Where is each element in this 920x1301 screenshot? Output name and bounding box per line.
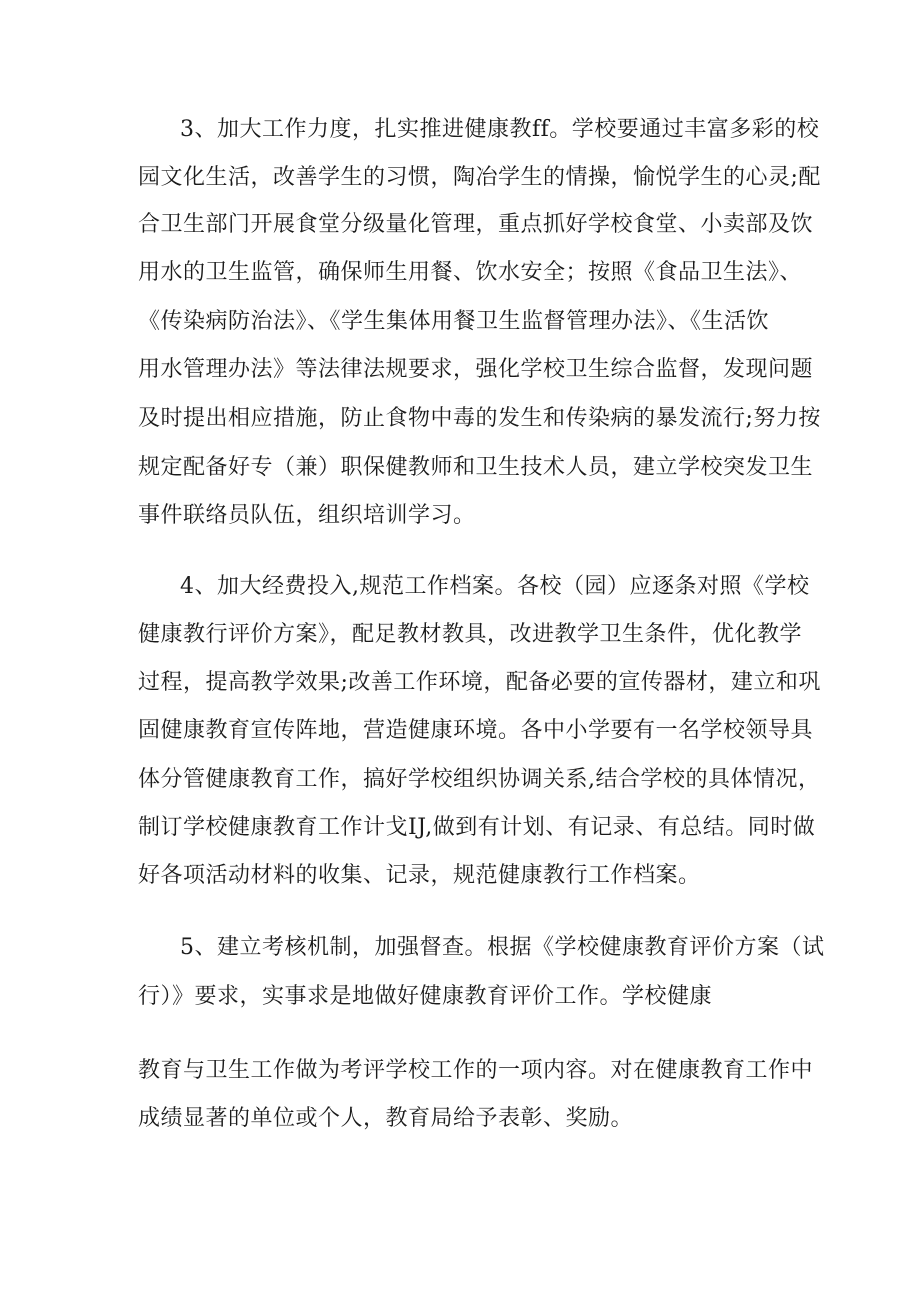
paragraph-4-line-3: 过程，提高教学效果;改善工作环境，配备必要的宣传器材，建立和巩: [138, 670, 821, 695]
paragraph-3-line-3: 合卫生部门开展食堂分级量化管理，重点抓好学校食堂、小卖部及饮: [138, 212, 814, 237]
paragraph-3-line-9: 事件联络员队伍，组织培训学习。: [138, 503, 476, 528]
paragraph-5-line-2: 行）》要求，实事求是地做好健康教育评价工作。学校健康: [138, 984, 713, 1009]
paragraph-4-line-2: 健康教行评价方案》，配足教材教具，改进教学卫生条件，优化教学: [138, 622, 803, 647]
paragraph-4-line-1: 4、加大经费投入,规范工作档案。各校（园）应逐条对照《学校: [180, 574, 810, 599]
continuation-line-2: 成绩显著的单位或个人，教育局给予表彰、奖励。: [138, 1106, 634, 1131]
paragraph-3-line-7: 及时提出相应措施，防止食物中毒的发生和传染病的暴发流行;努力按: [138, 406, 821, 431]
paragraph-3-line-1: 3、加大工作力度，扎实推进健康教ff。学校要通过丰富多彩的校: [180, 117, 820, 142]
paragraph-4-line-7: 好各项活动材料的收集、记录，规范健康教行工作档案。: [138, 863, 701, 888]
continuation-line-1: 教育与卫生工作做为考评学校工作的一项内容。对在健康教育工作中: [138, 1058, 814, 1083]
paragraph-3-line-8: 规定配备好专（兼）职保健教师和卫生技术人员，建立学校突发卫生: [138, 455, 814, 480]
paragraph-5-line-1: 5、建立考核机制，加强督查。根据《学校健康教育评价方案（试: [180, 935, 825, 960]
paragraph-3-line-4: 用水的卫生监管，确保师生用餐、饮水安全；按照《食品卫生法》、: [138, 260, 803, 285]
paragraph-3-line-6: 用水管理办法》等法律法规要求，强化学校卫生综合监督，发现问题: [138, 357, 814, 382]
paragraph-4-line-5: 体分管健康教育工作，搞好学校组织协调关系,结合学校的具体情况，: [138, 767, 821, 792]
paragraph-4-line-4: 固健康教育宣传阵地，营造健康环境。各中小学要有一名学校领导具: [138, 718, 814, 743]
paragraph-4-line-6: 制订学校健康教育工作计戈IJ,做到有计划、有记录、有总结。同时做: [138, 815, 816, 840]
paragraph-3-line-5: 《传染病防治法》、《学生集体用餐卫生监督管理办法》、《生活饮: [138, 309, 770, 334]
paragraph-3-line-2: 园文化生活，改善学生的习惯，陶冶学生的情操，愉悦学生的心灵;配: [138, 165, 821, 190]
